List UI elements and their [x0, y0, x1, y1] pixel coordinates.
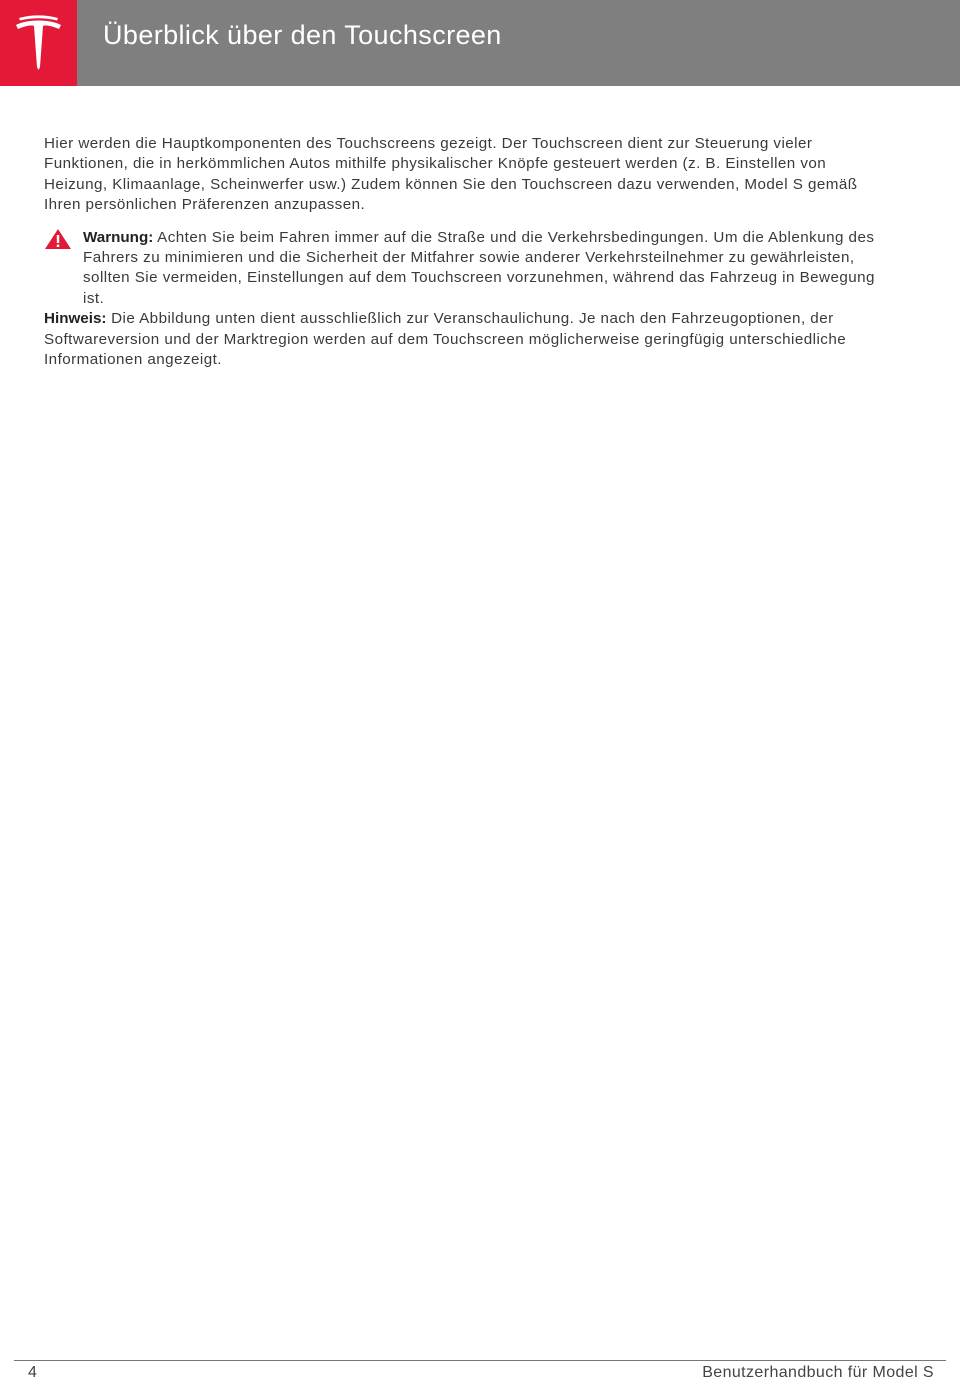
warning-block [44, 228, 884, 310]
page-header [0, 0, 960, 86]
footer-document-title: Benutzerhandbuch für Model S [702, 1364, 934, 1381]
note-label: Hinweis: [44, 310, 107, 328]
note-paragraph [44, 309, 884, 370]
warning-label: Warnung: [83, 228, 154, 246]
main-content [44, 134, 884, 370]
page-number: 4 [28, 1364, 37, 1381]
title-bar [77, 0, 960, 86]
footer-divider [14, 1360, 946, 1361]
note-text: Die Abbildung unten dient ausschließlich zur Veranschaulichung. Je nach den Fahrzeugoptionen, der Softwareversion und der Marktregion werden auf dem Touchscreen möglicherweise geringfügig unterschiedliche Informationen angezeigt. [44, 310, 847, 369]
logo-box [0, 0, 77, 86]
warning-text: Achten Sie beim Fahren immer auf die Straße und die Verkehrsbedingungen. Um die Ablenkung des Fahrers zu minimieren und die Sicherheit der Mitfahrer sowie anderer Verkehrsteilnehmer zu gewährleisten, sollten Sie vermeiden, Einstellungen auf dem Touchscreen vorzunehmen, während das Fahrzeug in Bewegung ist. [83, 228, 875, 307]
tesla-logo-icon [13, 15, 64, 71]
intro-paragraph: Hier werden die Hauptkomponenten des Touchscreens gezeigt. Der Touchscreen dient zur Steuerung vieler Funktionen, die in herkömmlichen Autos mithilfe physikalischer Knöpfe gesteuert werden (z. B. Einstellen von Heizung, Klimaanlage, Scheinwerfer usw.) Zudem können Sie den Touchscreen dazu verwenden, Model S gemäß Ihren persönlichen Präferenzen anzupassen. [44, 135, 858, 214]
warning-triangle-icon [44, 228, 72, 250]
page-title: Überblick über den Touchscreen [103, 20, 502, 50]
